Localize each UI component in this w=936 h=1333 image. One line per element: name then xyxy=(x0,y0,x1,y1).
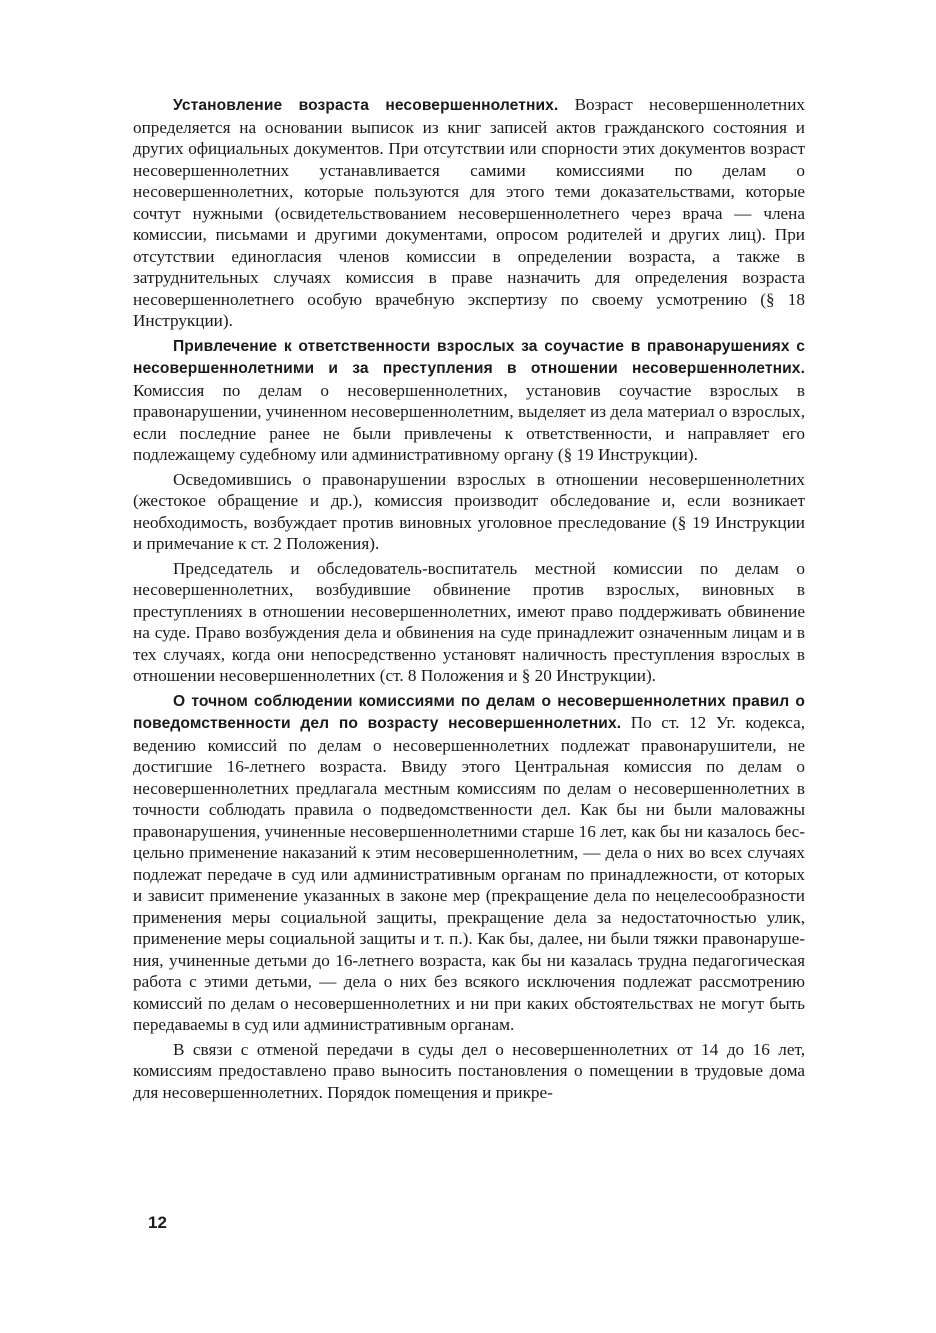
heading-adult-liability: Привлечение к ответственности взрослых за соучастие в правонарушениях с несовершеннолетними и за преступления в отношении несовершеннолетних. xyxy=(133,337,805,377)
paragraph-text: Возраст несовершеннолетних определяется на основании выписок из книг записей актов гражданского состояния и других официальных документов. При отсутствии или спорности этих документов возраст несовершеннолетних устанавливается самими комиссиями по делам о несовершеннолетних, которые пользуются для этого теми доказательствами, которые сочтут нужными (освидетельствованием несовершеннолетнего через врача — члена комиссии, письмами и другими документами, опросом родителей и других лиц). При отсутствии единогласия членов комиссии в определении возраста, а также в затруднительных случаях комиссия в праве назначить для определения возраста несовершеннолетнего особую врачебную экспертизу по своему усмотрению (§ 18 Инструкции). xyxy=(133,95,806,330)
paragraph-labor-homes xyxy=(133,1039,805,1104)
paragraph-text: Председатель и обследователь-воспитатель местной комиссии по делам о несовершеннолетних, возбудившие обвинение против взрослых, виновных в преступлениях в отношении несовершеннолетних, имеют право поддерживать обвинение на суде. Право возбуждения дела и обвинения на суде принадлежит означенным лицам и в тех случаях, когда они непосредственно установят наличность преступления взрослых в отношении несовершеннолетних (ст. 8 Положения и § 20 Инструкции). xyxy=(133,558,805,685)
paragraph-investigation xyxy=(133,469,805,555)
paragraph-prosecution-right xyxy=(133,558,805,687)
heading-age-determination: Установление возраста несовершеннолетних. xyxy=(173,97,559,114)
paragraph-text: Осведомившись о правонарушении взрослых в отношении несовершеннолетних (жестокое обращение и др.), комиссия производит обследование и, если возникает необходимость, возбуждает против виновных уголовное преследование (§ 19 Инструкции и примечание к ст. 2 Положения). xyxy=(133,469,805,553)
paragraph-age-determination xyxy=(133,94,805,332)
page-number: 12 xyxy=(148,1213,167,1232)
heading-jurisdiction: О точном соблюдении комиссиями по делам о несовершеннолетних правил о поведомственности дел по возрасту несовершеннолетних. xyxy=(133,692,805,732)
paragraph-adult-liability xyxy=(133,335,805,466)
paragraph-text: В связи с отменой передачи в суды дел о несовершеннолетних от 14 до 16 лет, комиссиям предоставлено право выносить постановления о помещении в трудовые дома для несовершеннолетних. Порядок помещения и прикре- xyxy=(133,1039,805,1102)
document-body xyxy=(133,94,805,1106)
paragraph-text: Комиссия по делам о несовершеннолетних, установив соучастие взрослых в правонарушении, учиненном несовершеннолетним, выделяет из дела материал о взрослых, если последние ранее не были привлечены к ответственности, и направляет его подлежащему судебному или административному органу (§ 19 Инструкции). xyxy=(133,380,805,464)
paragraph-jurisdiction xyxy=(133,690,805,1036)
paragraph-text: По ст. 12 Уг. кодекса, ведению комиссий по делам о несовершеннолетних подлежат правонарушители, не достигшие 16-летнего возраста. Ввиду этого Центральная комиссия по делам о несовершеннолетних предлагала местным комиссиям по делам о несовершеннолетних в точности соблюдать правила о подведомственности дел. Как бы ни были маловажны правонарушения, учиненные несовершеннолетними старше 16 лет, как бы ни казалось бесцельно применение наказаний к этим несовершеннолетним, — дела о них во всех случаях подлежат передаче в суд или административным органам по принадлежности, от которых и зависит применение указанных в законе мер (прекращение дела по нецелесообразности применения меры социальной защиты, прекращение дела за недостаточностью улик, применение меры социальной защиты и т. п.). Как бы, далее, ни были тяжки правонарушения, учиненные детьми до 16-летнего возраста, как бы ни казалась трудна педагогическая работа с этими детьми, — дела о них без всякого исключения подлежат рассмотрению комиссий по делам о несовершеннолетних и ни при каких обстоятельствах не могут быть передаваемы в суд или административным органам. xyxy=(133,713,806,1034)
